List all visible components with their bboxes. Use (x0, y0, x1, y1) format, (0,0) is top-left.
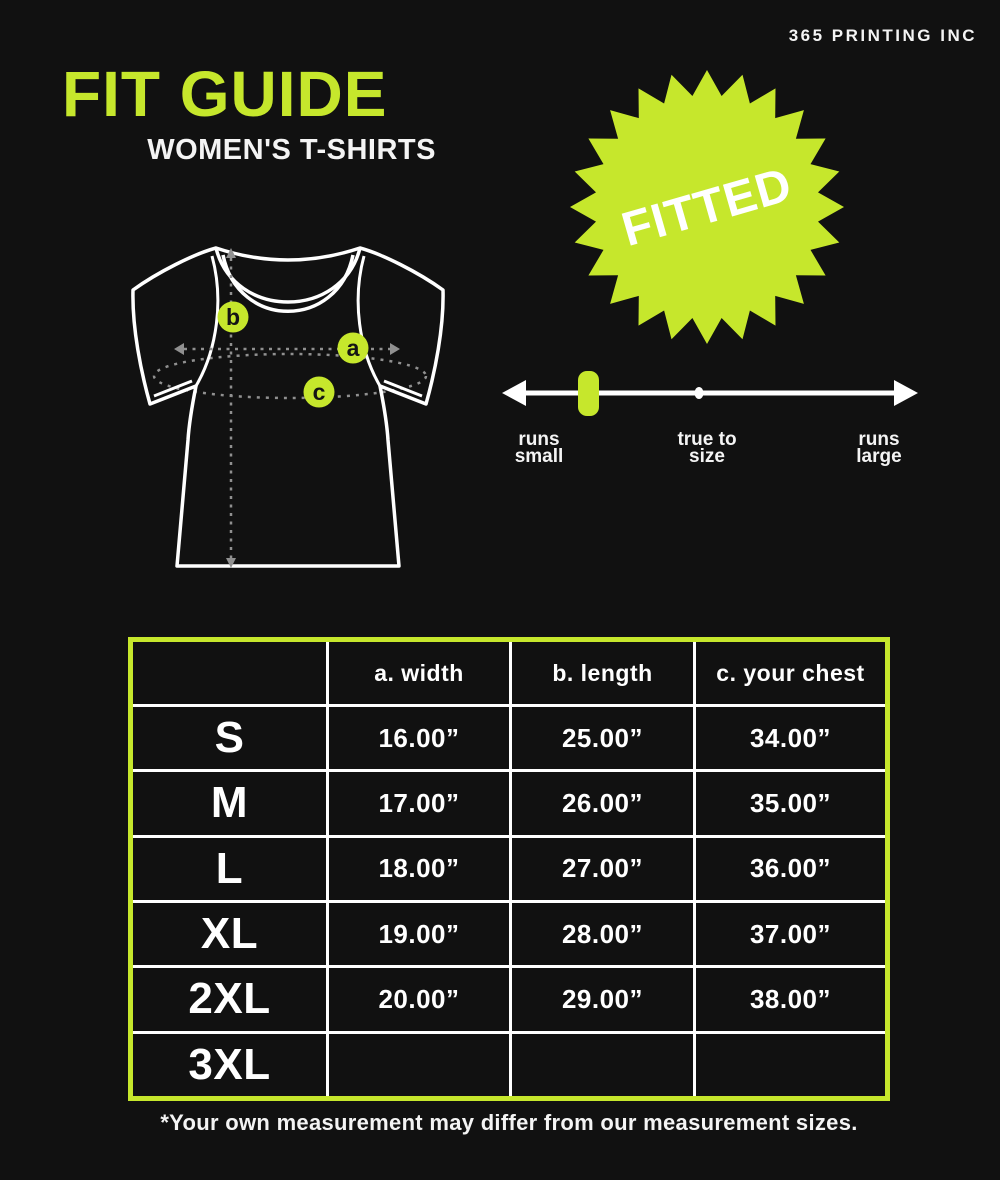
size-label: S (133, 707, 326, 769)
marker-b-letter: b (225, 304, 241, 330)
header (62, 58, 436, 167)
scale-label-line: large (856, 446, 902, 467)
length-value: 28.00” (512, 903, 693, 965)
chest-value (696, 1034, 885, 1096)
width-value: 20.00” (329, 968, 509, 1030)
chest-value: 34.00” (696, 707, 885, 769)
width-value: 18.00” (329, 838, 509, 900)
fit-scale (500, 358, 920, 430)
length-value: 25.00” (512, 707, 693, 769)
length-value (512, 1034, 693, 1096)
table-header-blank (133, 642, 326, 704)
chest-value: 38.00” (696, 968, 885, 1030)
size-table (128, 637, 890, 1101)
marker-a-letter: a (346, 335, 360, 361)
marker-b (218, 302, 249, 333)
marker-c-letter: c (312, 379, 326, 405)
scale-label-runs-small (503, 431, 575, 465)
scale-label-line: runs (858, 429, 900, 450)
scale-arrow-left-icon (502, 380, 526, 406)
page-title: FIT GUIDE (62, 58, 388, 130)
scale-label-line: small (514, 446, 564, 467)
page-subtitle: WOMEN'S T-SHIRTS (147, 134, 436, 166)
badge-label: FITTED (616, 158, 799, 257)
size-label: 3XL (133, 1034, 326, 1096)
width-value: 19.00” (329, 903, 509, 965)
tshirt-outline (133, 248, 443, 566)
table-header-chest: c. your chest (696, 642, 885, 704)
width-arrow-left-icon (174, 343, 184, 355)
table-header-length: b. length (512, 642, 693, 704)
marker-c (304, 377, 335, 408)
marker-a (338, 333, 369, 364)
scale-label-runs-large (838, 431, 920, 465)
chest-value: 37.00” (696, 903, 885, 965)
scale-arrow-right-icon (894, 380, 918, 406)
length-value: 26.00” (512, 772, 693, 834)
width-value: 16.00” (329, 707, 509, 769)
scale-label-line: runs (518, 429, 560, 450)
collar-outer-line (216, 248, 360, 302)
size-label: 2XL (133, 968, 326, 1030)
fitted-badge (555, 55, 859, 359)
scale-label-line: size (689, 446, 725, 467)
scale-marker (578, 371, 599, 416)
width-value (329, 1034, 509, 1096)
left-armhole-seam (196, 256, 218, 386)
size-label: XL (133, 903, 326, 965)
brand-name: 365 PRINTING INC (788, 26, 977, 45)
chest-value: 35.00” (696, 772, 885, 834)
scale-center-dot (695, 387, 704, 399)
size-label: L (133, 838, 326, 900)
width-arrow-right-icon (390, 343, 400, 355)
size-label: M (133, 772, 326, 834)
table-header-width: a. width (329, 642, 509, 704)
tshirt-diagram (128, 228, 460, 580)
length-value: 27.00” (512, 838, 693, 900)
scale-label-line: true to (677, 429, 737, 450)
chest-value: 36.00” (696, 838, 885, 900)
right-armhole-seam (358, 256, 380, 386)
width-value: 17.00” (329, 772, 509, 834)
scale-label-true-to-size (657, 431, 757, 465)
length-value: 29.00” (512, 968, 693, 1030)
footnote: *Your own measurement may differ from our measurement sizes. (160, 1110, 858, 1135)
